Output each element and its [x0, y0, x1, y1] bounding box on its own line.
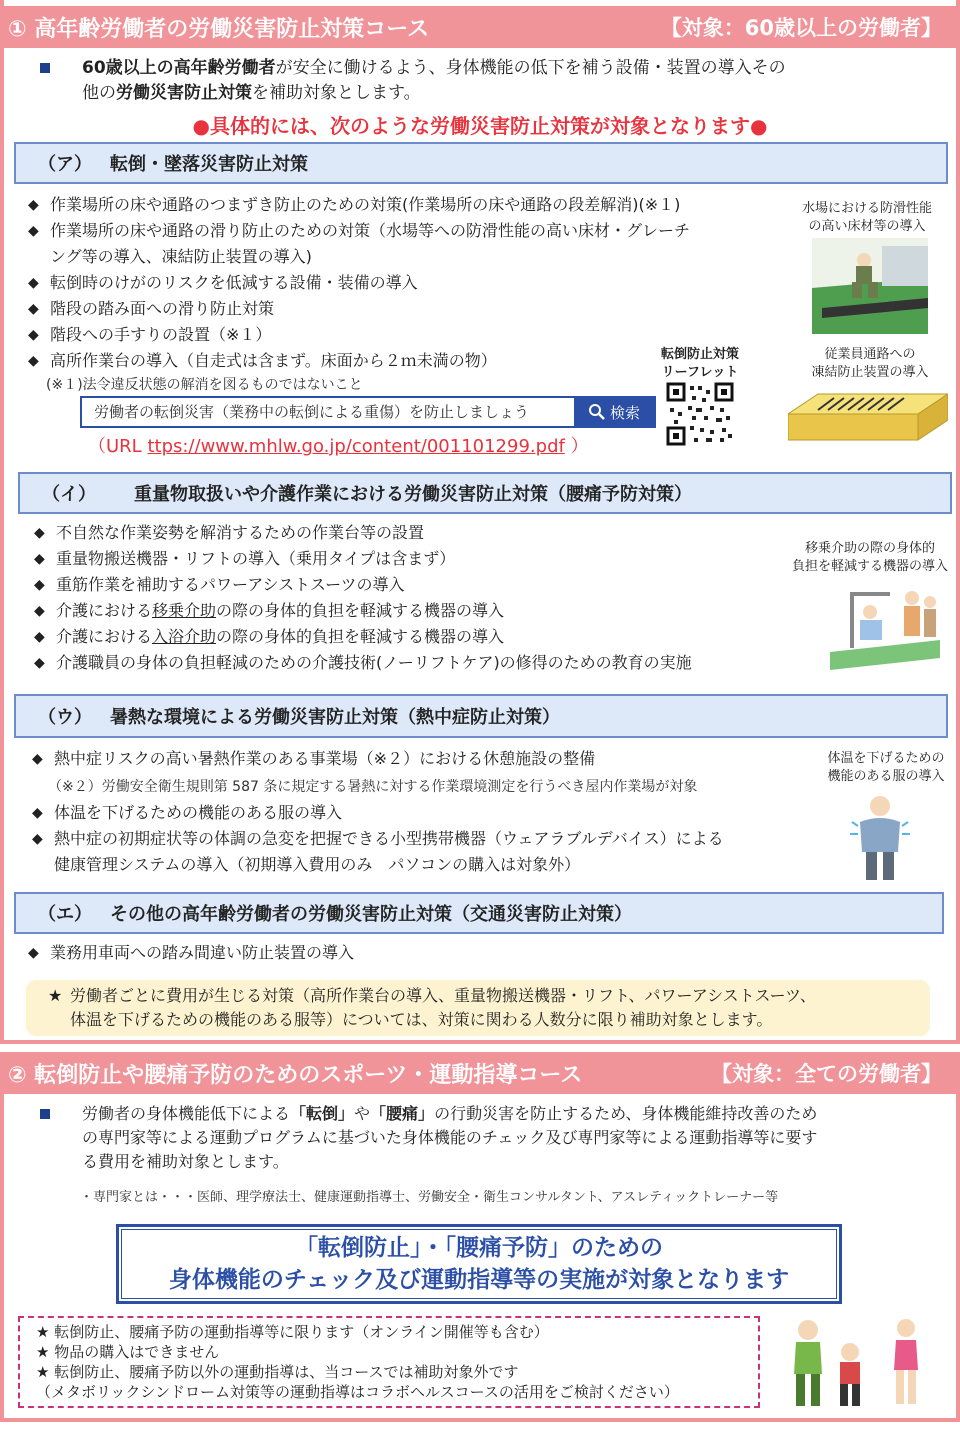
banner-line-2: 身体機能のチェック及び運動指導等の実施が対象となります — [168, 1267, 790, 1293]
exercise-people-illustration — [778, 1310, 938, 1410]
list-item: ◆ 介護職員の身体の負担軽減のための介護技術(ノーリフトケア)の修得のための教育の実施 — [34, 650, 804, 676]
list-item: ◆ 熱中症の初期症状等の体調の急変を把握できる小型携帯機器（ウェアラブルデバイス）による 健康管理システムの導入（初期導入費用のみ パソコンの購入は対象外） — [32, 826, 832, 878]
list-item: ◆ 業務用車両への踏み間違い防止装置の導入 — [28, 940, 828, 966]
caption-anti-freeze: 従業員通路への 凍結防止装置の導入 — [811, 347, 929, 380]
section-a-label: （ア） — [38, 154, 92, 175]
course1-title: ① 高年齢労働者の労働災害防止対策コース — [8, 16, 430, 42]
section-e-title: その他の高年齢労働者の労働災害防止対策（交通災害防止対策） — [110, 904, 632, 925]
section-a-title: 転倒・墜落災害防止対策 — [110, 154, 308, 175]
anti-slip-floor-illustration — [812, 238, 928, 334]
section-a-bar — [14, 142, 948, 184]
list-item: ◆ 重筋作業を補助するパワーアシストスーツの導入 — [34, 572, 804, 598]
intro-text-3: を補助対象とします。 — [252, 83, 421, 103]
cooling-wear-illustration — [848, 792, 912, 882]
intro-text-2: 他の — [82, 83, 116, 103]
search-box[interactable] — [80, 396, 656, 428]
list-item: ★ 物品の購入はできません — [36, 1343, 220, 1361]
qr-code-icon[interactable] — [666, 382, 734, 446]
caption-cooling-wear: 体温を下げるための 機能のある服の導入 — [827, 751, 945, 784]
section-i-bar — [18, 472, 952, 514]
course1-intro — [40, 56, 920, 106]
caption-anti-slip: 水場における防滑性能 の高い床材等の導入 — [801, 201, 932, 234]
course1-highlight: ●具体的には、次のような労働災害防止対策が対象となります● — [192, 114, 768, 138]
section-u-list-1 — [32, 746, 812, 772]
section-a-note: (※１)法令違反状態の解消を図るものではないこと — [46, 377, 363, 393]
list-item: ◆ 作業場所の床や通路のつまずき防止のための対策(作業場所の床や通路の段差解消)(※１) — [28, 192, 768, 218]
course2-target: 【対象：全ての労働者】 — [711, 1062, 942, 1086]
search-button[interactable] — [574, 398, 654, 426]
list-item: ★ 転倒防止、腰痛予防以外の運動指導は、当コースでは補助対象外です — [36, 1363, 519, 1381]
cost-note-line-1: 労働者ごとに費用が生じる対策（高所作業台の導入、重量物搬送機器・リフト、パワーアシストスーツ、 — [70, 986, 816, 1005]
course2-header — [0, 1052, 960, 1094]
intro-bold-measures: 労働災害防止対策 — [116, 83, 252, 103]
course2-notes-box — [18, 1316, 760, 1408]
intro-bold-age: 60歳以上の高年齢労働者 — [82, 58, 276, 78]
square-bullet-icon — [40, 1109, 50, 1119]
section-u-title: 暑熱な環境による労働災害防止対策（熱中症防止対策） — [110, 707, 560, 728]
list-item: ◆ 高所作業台の導入（自走式は含まず。床面から２ｍ未満の物） — [28, 348, 768, 374]
section-u-label: （ウ） — [38, 707, 92, 728]
intro-text-1: が安全に働けるよう、身体機能の低下を補う設備・装置の導入その — [275, 58, 786, 78]
course1-header — [0, 6, 960, 48]
course2-intro: 労働者の身体機能低下による「転倒」や「腰痛」の行動災害を防止するため、身体機能維持改善のため の専門家等による運動プログラムに基づいた身体機能のチェック及び専門家等による運動指導等に要す る費用を補助対象とします。 — [40, 1102, 920, 1174]
list-item: ◆ 階段の踏み面への滑り防止対策 — [28, 296, 768, 322]
leaflet-url-link[interactable]: ttps://www.mhlw.go.jp/content/001101299.pdf — [147, 436, 565, 457]
list-item: ◆ 介護における移乗介助の際の身体的負担を軽減する機器の導入 — [34, 598, 804, 624]
section-u-list-2 — [32, 800, 832, 878]
search-icon — [588, 403, 606, 421]
leaflet-label: 転倒防止対策 リーフレット — [660, 347, 739, 380]
square-bullet-icon — [40, 63, 50, 73]
list-item: ◆ 階段への手すりの設置（※１） — [28, 322, 768, 348]
section-i-label: （イ） — [42, 484, 96, 505]
list-item: ◆ 不自然な作業姿勢を解消するための作業台等の設置 — [34, 520, 804, 546]
banner-line-1: 「転倒防止」・「腰痛予防」のための — [295, 1235, 663, 1261]
section-u-bar — [14, 694, 948, 738]
list-item: ◆ 介護における入浴介助の際の身体的負担を軽減する機器の導入 — [34, 624, 804, 650]
search-text: 労働者の転倒災害（業務中の転倒による重傷）を防止しましょう — [94, 403, 530, 421]
anti-freeze-device-illustration — [788, 384, 948, 442]
section-i-title: 重量物取扱いや介護作業における労働災害防止対策（腰痛予防対策） — [134, 484, 692, 505]
star-icon: ★ — [48, 986, 63, 1005]
section-e-list — [28, 940, 828, 966]
list-item: ★ 転倒防止、腰痛予防の運動指導等に限ります（オンライン開催等も含む） — [36, 1323, 549, 1341]
care-transfer-illustration — [830, 582, 940, 674]
section-i-list — [34, 520, 804, 676]
cost-note-box — [26, 980, 930, 1036]
section-e-label: （エ） — [38, 904, 92, 925]
course2-title: ② 転倒防止や腰痛予防のためのスポーツ・運動指導コース — [8, 1062, 583, 1088]
cost-note-line-2: 体温を下げるための機能のある服等）については、対策に関わる人数分に限り補助対象とします。 — [70, 1010, 773, 1029]
search-button-label: 検索 — [609, 403, 640, 422]
caption-transfer-assist: 移乗介助の際の身体的 負担を軽減する機器の導入 — [791, 541, 948, 574]
list-item: ◆ 作業場所の床や通路の滑り防止のための対策（水場等への防滑性能の高い床材・グレーチ ング等の導入、凍結防止装置の導入) — [28, 218, 768, 270]
expert-definition: ・専門家とは・・・医師、理学療法士、健康運動指導士、労働安全・衛生コンサルタント、アスレティックトレーナー等 — [80, 1190, 779, 1205]
section-e-bar — [14, 892, 944, 934]
url-line: （URL ttps://www.mhlw.go.jp/content/001101299.pdf ） — [88, 436, 589, 457]
list-item: （メタボリックシンドローム対策等の運動指導はコラボヘルスコースの活用をご検討ください） — [36, 1383, 679, 1401]
list-item: ◆ 熱中症リスクの高い暑熱作業のある事業場（※２）における休憩施設の整備 — [32, 746, 812, 772]
list-item: ◆ 体温を下げるための機能のある服の導入 — [32, 800, 832, 826]
section-u-note: （※２）労働安全衛生規則第 587 条に規定する暑熱に対する作業環境測定を行うべき屋内作業場が対象 — [48, 779, 698, 795]
course2-banner — [116, 1224, 842, 1304]
list-item: ◆ 転倒時のけがのリスクを低減する設備・装備の導入 — [28, 270, 768, 296]
course1-target: 【対象：60歳以上の労働者】 — [660, 16, 942, 40]
list-item: ◆ 重量物搬送機器・リフトの導入（乗用タイプは含まず） — [34, 546, 804, 572]
